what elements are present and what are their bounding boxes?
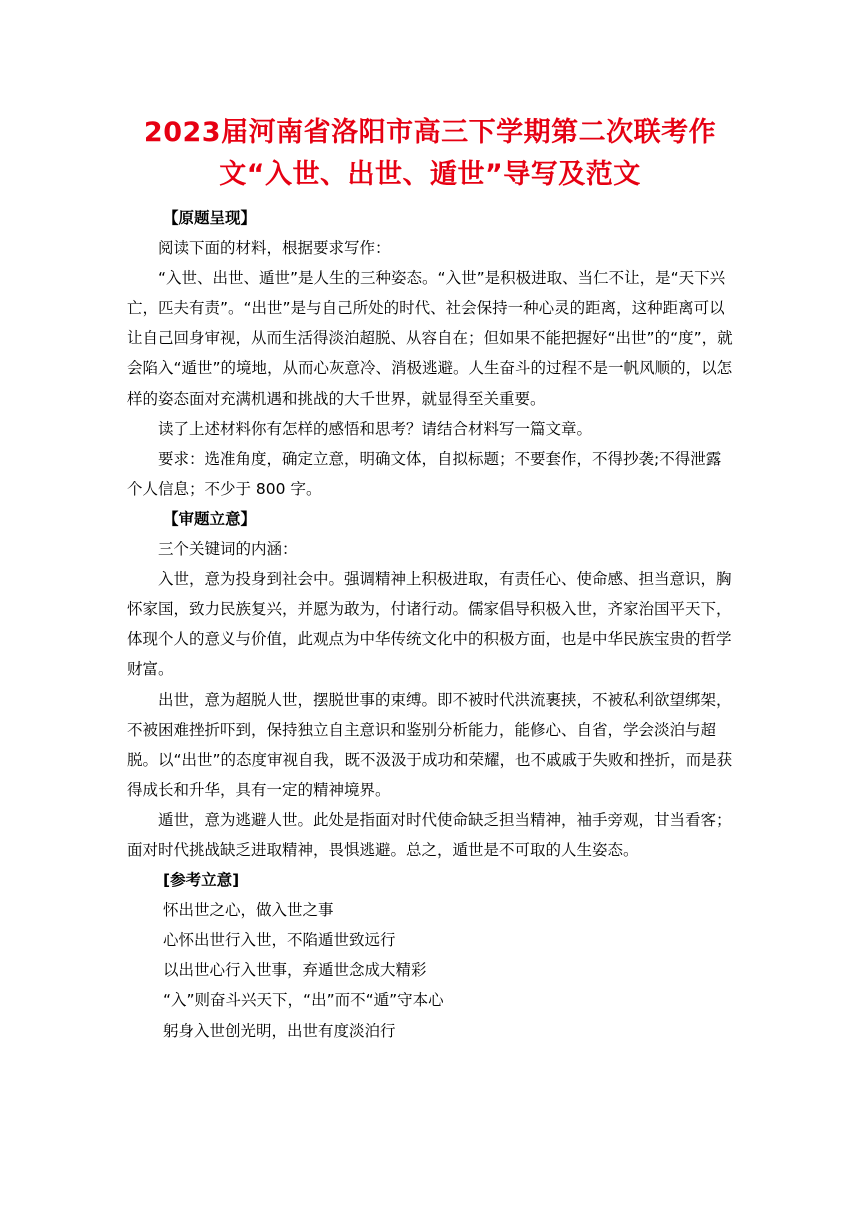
section-heading-analysis: 【审题立意】 <box>163 509 257 528</box>
section-heading-reference: [参考立意] <box>163 871 240 890</box>
original-question: 读了上述材料你有怎样的感悟和思考？请结合材料写一篇文章。 <box>158 419 593 438</box>
analysis-paragraph-chushi: 出世，意为超脱人世，摆脱世事的束缚。即不被时代洪流裹挟，不被私利欲望绑架，不被困难挫折吓到，保持独立自主意识和鉴别分析能力，能修心、自省，学会淡泊与超脱。以“出世”的态度审视自我，既不汲汲于成功和荣耀，也不戚戚于失败和挫折，而是获得成长和升华，具有一定的精神境界。 <box>127 690 733 799</box>
original-material: “入世、出世、遁世”是人生的三种姿态。“入世”是积极进取、当仁不让，是“天下兴亡，匹夫有责”。“出世”是与自己所处的时代、社会保持一种心灵的距离，这种距离可以让自己回身审视，从而生活得淡泊超脱、从容自在；但如果不能把握好“出世”的“度”，就会陷入“遁世”的境地，从而心灰意冷、消极逃避。人生奋斗的过程不是一帆风顺的，以怎样的姿态面对充满机遇和挑战的大千世界，就显得至关重要。 <box>127 269 733 408</box>
analysis-intro: 三个关键词的内涵： <box>158 540 298 559</box>
title-line-2: 文“入世、出世、遁世”导写及范文 <box>219 159 641 190</box>
reference-item: 怀出世之心，做入世之事 <box>163 901 334 920</box>
analysis-paragraph-dunshi: 遁世，意为逃避人世。此处是指面对时代使命缺乏担当精神，袖手旁观，甘当看客；面对时代挑战缺乏进取精神，畏惧逃避。总之，遁世是不可取的人生姿态。 <box>127 810 732 859</box>
original-intro: 阅读下面的材料，根据要求写作： <box>158 239 391 258</box>
original-requirements: 要求：选准角度，确定立意，明确文体，自拟标题；不要套作，不得抄袭;不得泄露个人信息；不少于 800 字。 <box>127 449 722 498</box>
title-line-1: 2023届河南省洛阳市高三下学期第二次联考作 <box>143 117 717 148</box>
section-heading-original: 【原题呈现】 <box>163 209 257 227</box>
analysis-paragraph-rushi: 入世，意为投身到社会中。强调精神上积极进取，有责任心、使命感、担当意识，胸怀家国，致力民族复兴，并愿为敢为，付诸行动。儒家倡导积极入世，齐家治国平天下，体现个人的意义与价值，此观点为中华传统文化中的积极方面，也是中华民族宝贵的哲学财富。 <box>127 570 732 679</box>
reference-item: 心怀出世行入世，不陷遁世致远行 <box>163 931 396 950</box>
reference-item: 以出世心行入世事，弃遁世念成大精彩 <box>163 961 427 980</box>
reference-item: 躬身入世创光明，出世有度淡泊行 <box>163 1021 396 1040</box>
document-title <box>120 112 740 196</box>
document-body <box>127 203 735 1046</box>
reference-item: “入”则奋斗兴天下，“出”而不“遁”守本心 <box>163 991 444 1010</box>
